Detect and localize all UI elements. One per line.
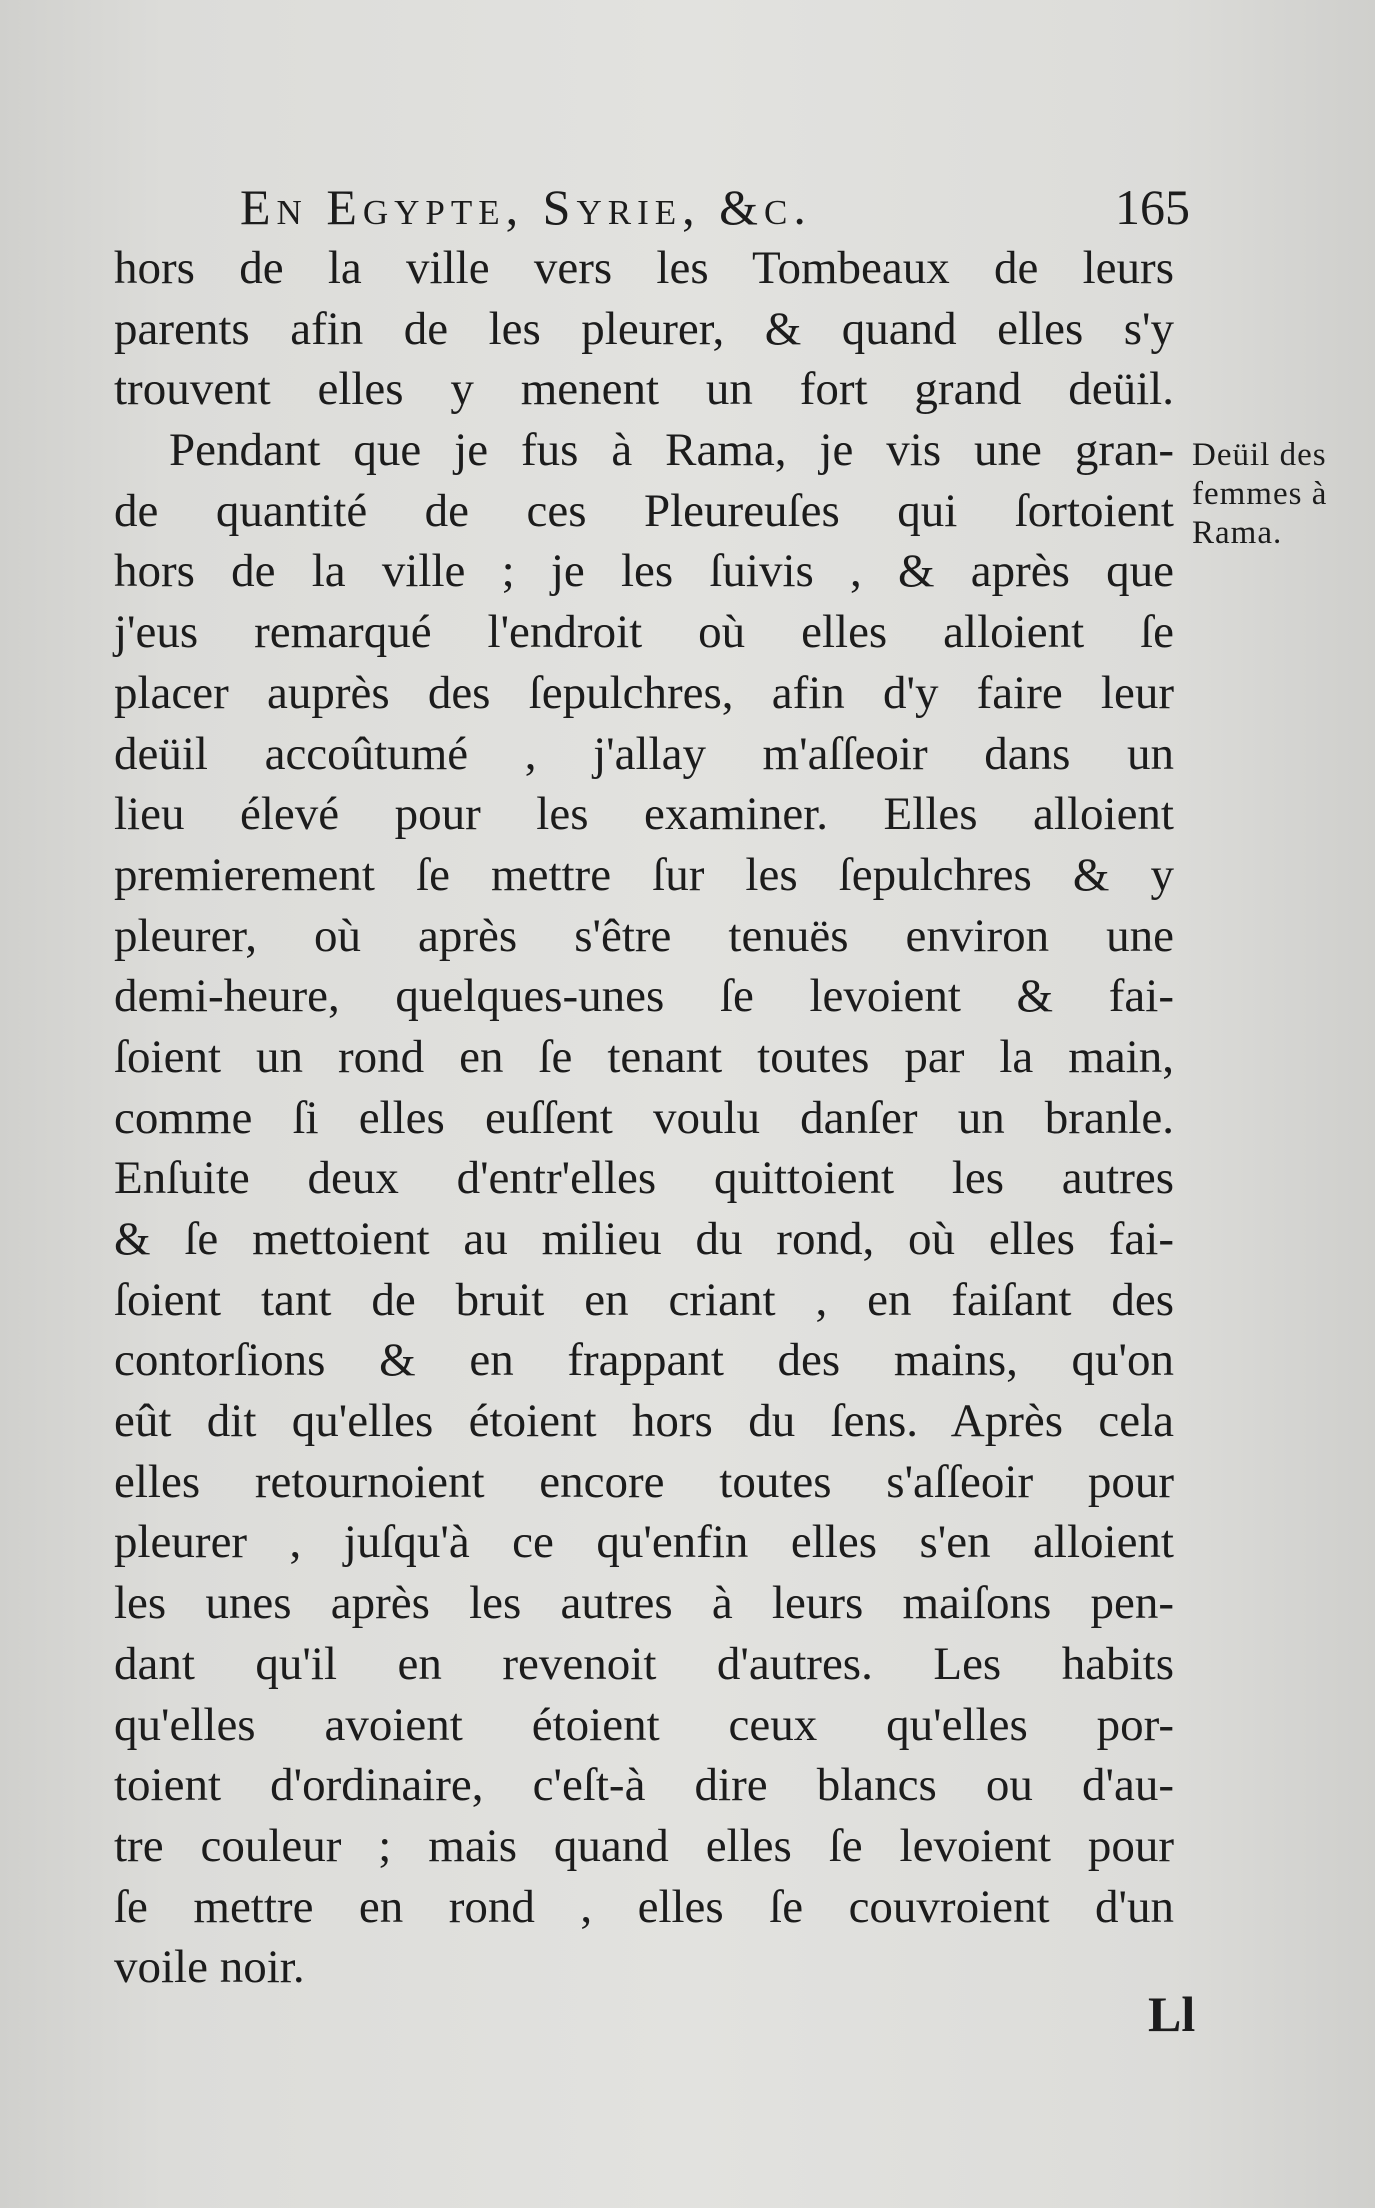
text-line: Enſuite deux d'entr'elles quittoient les autres [114, 1152, 1174, 1205]
signature-mark: Ll [1148, 1986, 1196, 2042]
text-line: pleurer, où après s'être tenuës environ une [114, 909, 1174, 962]
margin-note-line: Deüil des [1192, 437, 1327, 473]
text-line: elles retournoient encore toutes s'aſſeoir pour [114, 1455, 1174, 1508]
text-line: les unes après les autres à leurs maiſons pen- [114, 1577, 1174, 1630]
text-line: demi-heure, quelques-unes ſe levoient & fai- [114, 970, 1174, 1023]
running-title: En Egypte, Syrie, &c. [240, 179, 812, 235]
text-line: lieu élevé pour les examiner. Elles alloient [114, 788, 1174, 841]
running-head [240, 178, 1190, 238]
text-line: parents afin de les pleurer, & quand elles s'y [114, 302, 1174, 355]
text-line: tre couleur ; mais quand elles ſe levoient pour [114, 1819, 1174, 1872]
text-line: de quantité de ces Pleureuſes qui ſortoient [114, 484, 1174, 537]
text-line: deüil accoûtumé , j'allay m'aſſeoir dans un [114, 727, 1174, 780]
text-line: ſoient tant de bruit en criant , en faiſant des [114, 1273, 1174, 1326]
text-line: eût dit qu'elles étoient hors du ſens. Après cela [114, 1395, 1174, 1448]
page-number: 165 [1115, 179, 1190, 235]
margin-note-line: femmes à [1192, 476, 1328, 512]
body-text [114, 238, 1174, 1998]
text-line: trouvent elles y menent un fort grand deüil. [114, 363, 1174, 416]
text-line: j'eus remarqué l'endroit où elles alloient ſe [114, 606, 1174, 659]
text-line: placer auprès des ſepulchres, afin d'y faire leur [114, 666, 1174, 719]
text-line: toient d'ordinaire, c'eſt-à dire blancs ou d'au- [114, 1759, 1174, 1812]
margin-note-line: Rama. [1192, 515, 1283, 551]
text-line: voile noir. [114, 1941, 305, 1994]
text-line: & ſe mettoient au milieu du rond, où elles fai- [114, 1213, 1174, 1265]
text-line: hors de la ville ; je les ſuivis , & après que [114, 545, 1174, 598]
text-line: ſe mettre en rond , elles ſe couvroient d'un [114, 1880, 1174, 1933]
text-line: pleurer , juſqu'à ce qu'enfin elles s'en alloient [114, 1516, 1174, 1569]
text-line: comme ſi elles euſſent voulu danſer un branle. [114, 1091, 1174, 1144]
text-line: qu'elles avoient étoient ceux qu'elles por- [114, 1698, 1174, 1751]
text-line: dant qu'il en revenoit d'autres. Les habits [114, 1637, 1174, 1690]
text-line: ſoient un rond en ſe tenant toutes par la main, [114, 1030, 1174, 1083]
text-line: Pendant que je fus à Rama, je vis une gran- [169, 424, 1174, 477]
text-line: premierement ſe mettre ſur les ſepulchres & y [114, 848, 1174, 901]
margin-note [1192, 436, 1375, 553]
text-line: hors de la ville vers les Tombeaux de leurs [114, 242, 1174, 294]
text-line: contorſions & en frappant des mains, qu'on [114, 1334, 1174, 1387]
